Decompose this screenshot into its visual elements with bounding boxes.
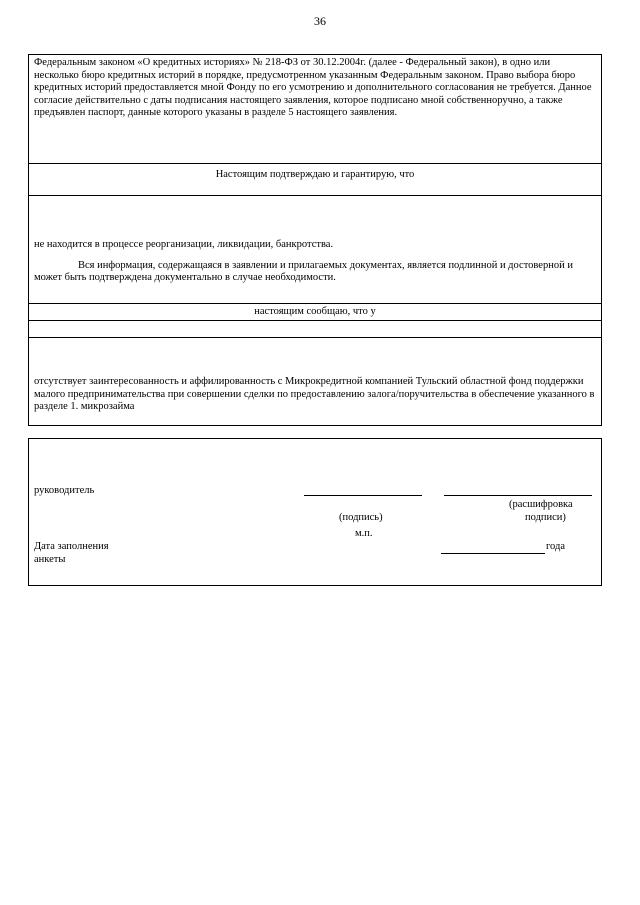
year-suffix: года [546,541,565,552]
confirm-heading: Настоящим подтверждаю и гарантирую, что [215,169,415,180]
signature-block [28,438,602,586]
form-top-block [28,54,602,426]
consent-paragraph: Федеральным законом «О кредитных историях» № 218-ФЗ от 30.12.2004г. (далее - Федеральный закон), в одно или несколько бюро кредитных историй в порядке, предусмотренном указанным Федеральным законом. Право выбора бюро кредитных историй предоставляется мной Фонду по его усмотрению и дополнительного согласования не требуется. Данное согласие действительно с даты подписания настоящего заявления, которое подписано мной собственноручно, а также предъявлен паспорт, данные которого указаны в разделе 5 настоящего заявления. [34,57,592,119]
signature-caption: (подпись) [339,512,383,523]
confirm-section [29,196,601,304]
date-label-2: анкеты [34,554,66,565]
stamp-label: м.п. [355,528,373,539]
inform-heading: настоящим сообщаю, что у [254,306,376,317]
inform-section [29,338,601,425]
inform-blank-row [29,321,601,338]
inform-heading-row [29,304,601,321]
inform-text: отсутствует заинтересованность и аффилированность с Микрокредитной компанией Тульский областной фонд поддержки малого предпринимательства при совершении сделки по предоставлению залога/поручительства в обеспечение указанного в разделе 1. микрозайма [34,376,595,413]
decoding-caption-2: подписи) [525,512,566,523]
date-line[interactable] [441,553,545,554]
consent-section [29,55,601,164]
decoding-caption-1: (расшифровка [509,499,573,510]
date-label-1: Дата заполнения [34,541,109,552]
confirm-line-1: не находится в процессе реорганизации, ликвидации, банкротства. [34,239,334,250]
role-label: руководитель [34,485,95,496]
decoding-line[interactable] [444,495,592,496]
confirm-heading-row [29,164,601,196]
confirm-line-2: Вся информация, содержащаяся в заявлении и прилагаемых документах, является подлинной и достоверной и может быть подтверждена документально в случае необходимости. [34,259,573,284]
signature-line[interactable] [304,495,422,496]
page-number: 36 [314,14,326,28]
